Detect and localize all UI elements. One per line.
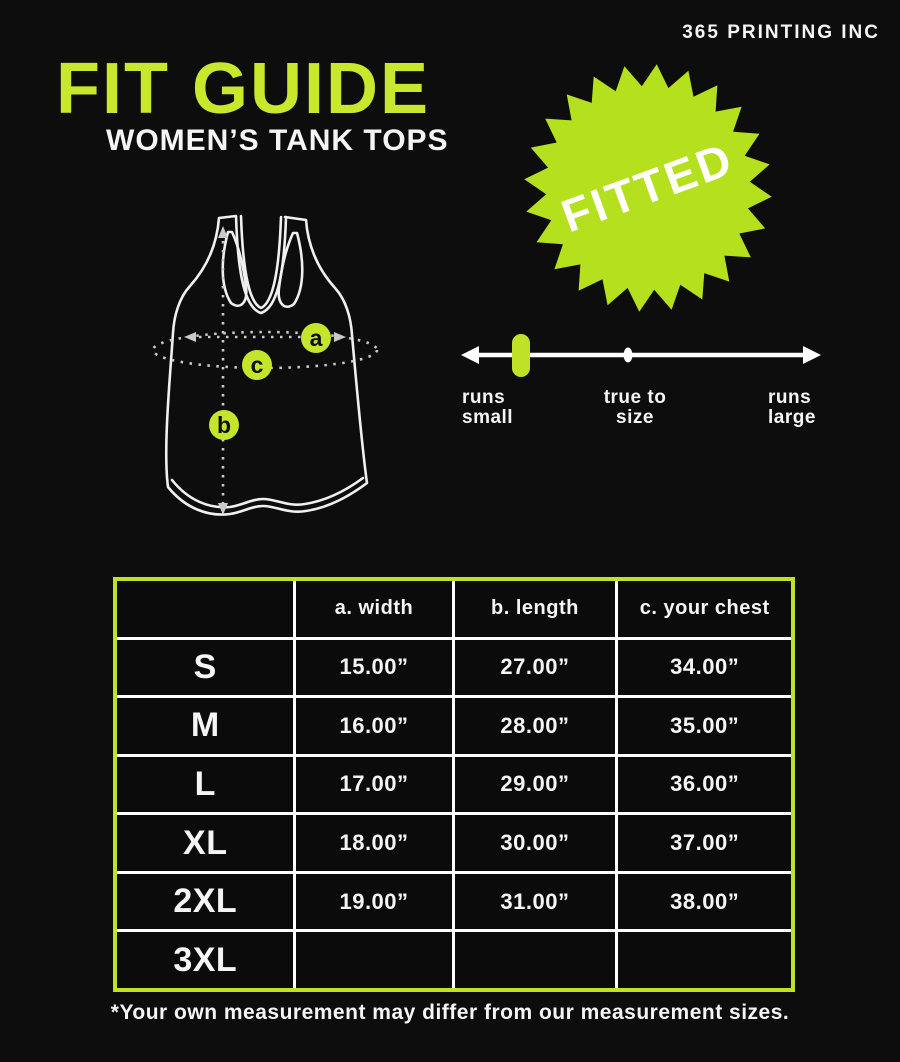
col-header-size xyxy=(117,581,293,637)
size-cell-s: S xyxy=(117,640,293,696)
length-cell-2xl: 31.00” xyxy=(455,874,616,930)
width-cell-3xl xyxy=(296,932,451,988)
marker-a-label: a xyxy=(309,325,323,351)
scale-arrow-left-icon xyxy=(461,346,479,364)
length-cell-xl: 30.00” xyxy=(455,815,616,871)
chest-cell-xl: 37.00” xyxy=(618,815,791,871)
size-table xyxy=(113,577,795,992)
length-cell-s: 27.00” xyxy=(455,640,616,696)
length-cell-l: 29.00” xyxy=(455,757,616,813)
scale-label-true-to-size: true to size xyxy=(603,387,667,428)
marker-b-label: b xyxy=(216,412,232,438)
length-cell-3xl xyxy=(455,932,616,988)
chest-cell-2xl: 38.00” xyxy=(618,874,791,930)
col-header-width: a. width xyxy=(296,581,451,637)
width-cell-m: 16.00” xyxy=(296,698,451,754)
scale-label-runs-small: runs small xyxy=(462,387,514,428)
size-cell-2xl: 2XL xyxy=(117,874,293,930)
width-cell-2xl: 19.00” xyxy=(296,874,451,930)
chest-cell-m: 35.00” xyxy=(618,698,791,754)
scale-midpoint-dot xyxy=(624,348,633,363)
chest-cell-s: 34.00” xyxy=(618,640,791,696)
page-title: FIT GUIDE xyxy=(56,49,430,129)
scale-label-runs-large: runs large xyxy=(768,387,816,428)
size-cell-m: M xyxy=(117,698,293,754)
marker-c-label: c xyxy=(250,352,264,378)
width-cell-s: 15.00” xyxy=(296,640,451,696)
width-cell-xl: 18.00” xyxy=(296,815,451,871)
length-cell-m: 28.00” xyxy=(455,698,616,754)
fitted-label: FITTED xyxy=(554,132,741,243)
col-header-length: b. length xyxy=(455,581,616,637)
size-cell-l: L xyxy=(117,757,293,813)
brand-text: 365 PRINTING INC xyxy=(682,22,880,43)
chest-cell-3xl xyxy=(618,932,791,988)
scale-fit-marker xyxy=(512,334,530,377)
size-cell-xl: XL xyxy=(117,815,293,871)
chest-cell-l: 36.00” xyxy=(618,757,791,813)
page-subtitle: WOMEN’S TANK TOPS xyxy=(106,124,449,157)
col-header-chest: c. your chest xyxy=(618,581,791,637)
width-cell-l: 17.00” xyxy=(296,757,451,813)
footnote-text: *Your own measurement may differ from our measurement sizes. xyxy=(110,1001,790,1024)
size-cell-3xl: 3XL xyxy=(117,932,293,988)
scale-arrow-right-icon xyxy=(803,346,821,364)
